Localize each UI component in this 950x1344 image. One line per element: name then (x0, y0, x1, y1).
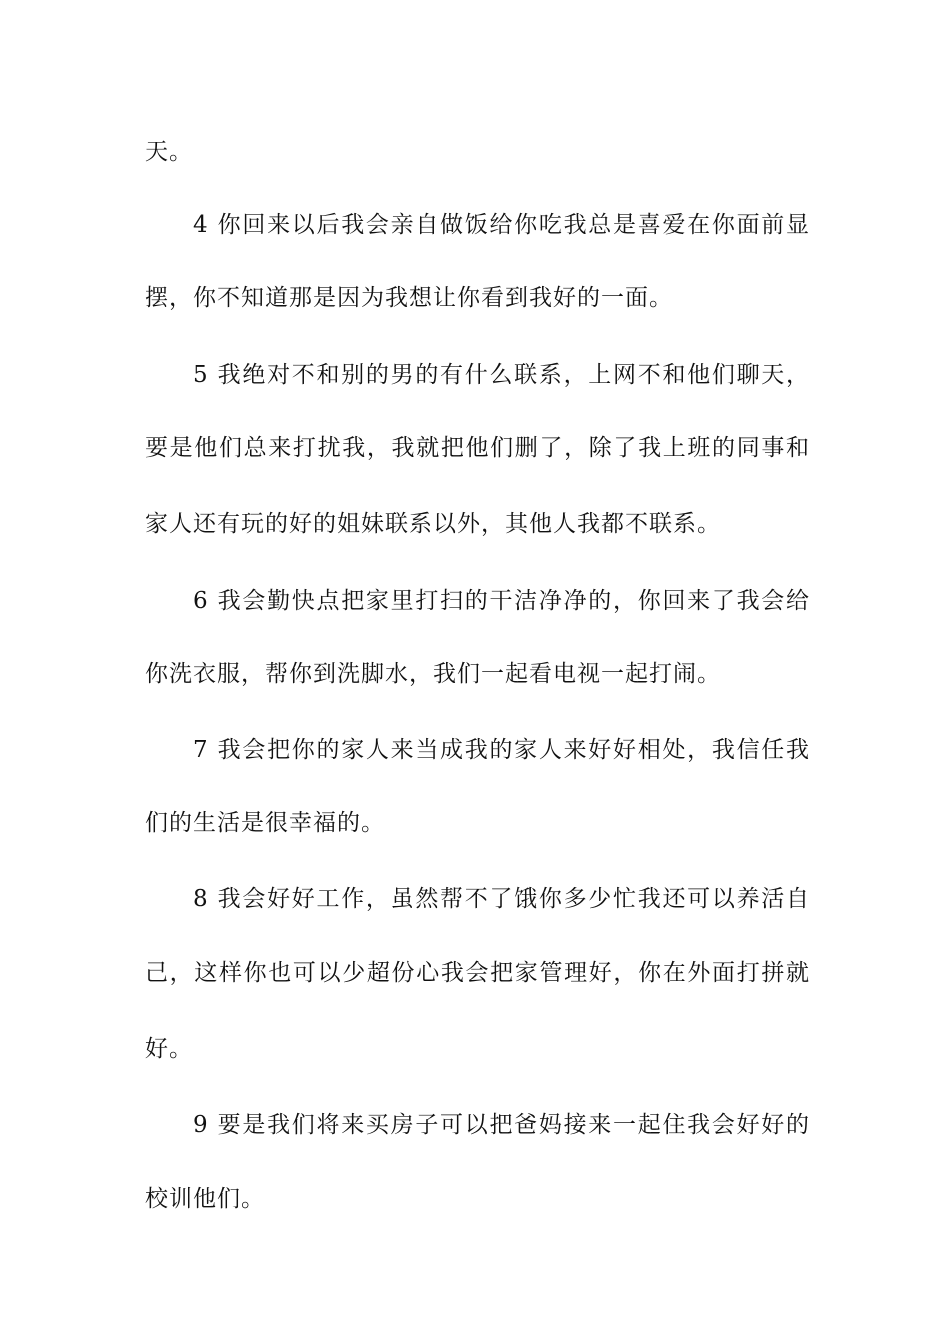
paragraph-9-line-2: 校训他们。 (145, 1186, 265, 1212)
paragraph-4-line-1: 4 你回来以后我会亲自做饭给你吃我总是喜爱在你面前显 (193, 212, 810, 238)
paragraph-8-line-2: 己，这样你也可以少超份心我会把家管理好，你在外面打拼就 (145, 960, 810, 986)
paragraph-8-line-1: 8 我会好好工作，虽然帮不了饿你多少忙我还可以养活自 (193, 886, 810, 912)
paragraph-7-line-2: 们的生活是很幸福的。 (145, 810, 385, 836)
paragraph-6-line-2: 你洗衣服，帮你到洗脚水，我们一起看电视一起打闹。 (145, 661, 721, 687)
paragraph-6-line-1: 6 我会勤快点把家里打扫的干洁净净的，你回来了我会给 (193, 588, 810, 614)
paragraph-9-line-1: 9 要是我们将来买房子可以把爸妈接来一起住我会好好的 (193, 1112, 810, 1138)
paragraph-5-line-1: 5 我绝对不和别的男的有什么联系，上网不和他们聊天， (193, 362, 810, 388)
paragraph-7-line-1: 7 我会把你的家人来当成我的家人来好好相处，我信任我 (193, 737, 810, 763)
paragraph-5-line-2: 要是他们总来打扰我，我就把他们删了，除了我上班的同事和 (145, 435, 810, 461)
text-line: 天。 (145, 139, 193, 165)
paragraph-8-line-3: 好。 (145, 1036, 193, 1062)
paragraph-4-line-2: 摆，你不知道那是因为我想让你看到我好的一面。 (145, 285, 673, 311)
paragraph-5-line-3: 家人还有玩的好的姐妹联系以外，其他人我都不联系。 (145, 511, 721, 537)
